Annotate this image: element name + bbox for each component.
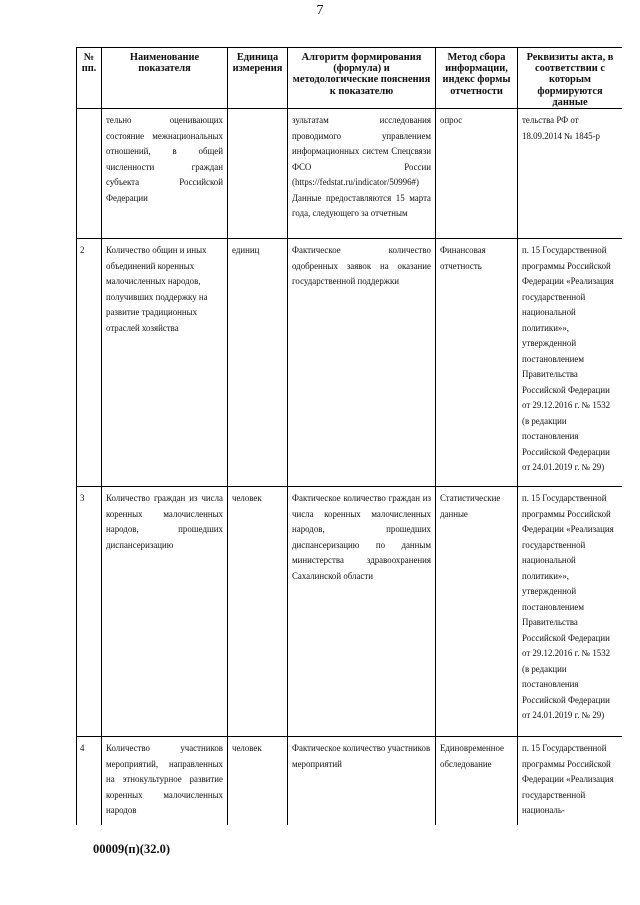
- cell-number: 2: [77, 239, 102, 487]
- table-row: [77, 737, 623, 825]
- cell-unit: [228, 109, 288, 239]
- cell-algorithm: Фактическое количество граждан из числа коренных малочисленных народов, прошедших диспансеризацию по данным министерства здравоохранения Сахалинской области: [288, 487, 436, 737]
- cell-method: Финансовая отчетность: [436, 239, 518, 487]
- cell-number: [77, 109, 102, 239]
- header-unit: Единица измерения: [228, 48, 288, 109]
- table-row: [77, 109, 623, 239]
- cell-method: Единовременное обследование: [436, 737, 518, 825]
- cell-indicator-name: Количество участников мероприятий, направленных на этнокультурное развитие коренных малочисленных народов: [102, 737, 228, 825]
- cell-requisites: тельства РФ от 18.09.2014 № 1845-р: [518, 109, 623, 239]
- table-row: [77, 487, 623, 737]
- cell-requisites: п. 15 Государственной программы Российской Федерации «Реализация государственной националь-: [518, 737, 623, 825]
- cell-algorithm: Фактическое количество участников мероприятий: [288, 737, 436, 825]
- table-header-row: [77, 48, 623, 109]
- header-method: Метод сбора информации, индекс формы отчетности: [436, 48, 518, 109]
- cell-indicator-name: Количество граждан из числа коренных малочисленных народов, прошедших диспансеризацию: [102, 487, 228, 737]
- cell-indicator-name: Количество общин и иных объединений коренных малочисленных народов, получивших поддержку на развитие традиционных отраслей хозяйства: [102, 239, 228, 487]
- table-row: [77, 239, 623, 487]
- cell-unit: человек: [228, 737, 288, 825]
- indicators-table: [76, 47, 622, 825]
- cell-requisites: п. 15 Государственной программы Российской Федерации «Реализация государственной национальной политики»», утвержденной постановлением Правительства Российской Федерации от 29.12.2016 г. № 1532 (в редакции постановления Российской Федерации от 24.01.2019 г. № 29): [518, 487, 623, 737]
- cell-number: 4: [77, 737, 102, 825]
- cell-method: Статистические данные: [436, 487, 518, 737]
- cell-algorithm: Фактическое количество одобренных заявок на оказание государственной поддержки: [288, 239, 436, 487]
- indicators-table-wrapper: [76, 47, 622, 825]
- cell-number: 3: [77, 487, 102, 737]
- cell-unit: человек: [228, 487, 288, 737]
- header-indicator-name: Наименование показателя: [102, 48, 228, 109]
- cell-requisites: п. 15 Государственной программы Российской Федерации «Реализация государственной национальной политики»», утвержденной постановлением Правительства Российской Федерации от 29.12.2016 г. № 1532 (в редакции постановления Российской Федерации от 24.01.2019 г. № 29): [518, 239, 623, 487]
- page-number: 7: [316, 3, 324, 18]
- cell-unit: единиц: [228, 239, 288, 487]
- cell-method: опрос: [436, 109, 518, 239]
- cell-algorithm: зультатам исследования проводимого управлением информационных систем Спецсвязи ФСО России (https://fedstat.ru/indicator/50996#) Данные предоставляются 15 марта года, следующего за отчетным: [288, 109, 436, 239]
- document-code: 00009(п)(32.0): [93, 842, 170, 856]
- header-algorithm: Алгоритм формирования (формула) и методологические пояснения к показателю: [288, 48, 436, 109]
- header-number: № пп.: [77, 48, 102, 109]
- header-requisites: Реквизиты акта, в соответствии с которым формируются данные: [518, 48, 623, 109]
- cell-indicator-name: тельно оценивающих состояние межнациональных отношений, в общей численности граждан субъекта Российской Федерации: [102, 109, 228, 239]
